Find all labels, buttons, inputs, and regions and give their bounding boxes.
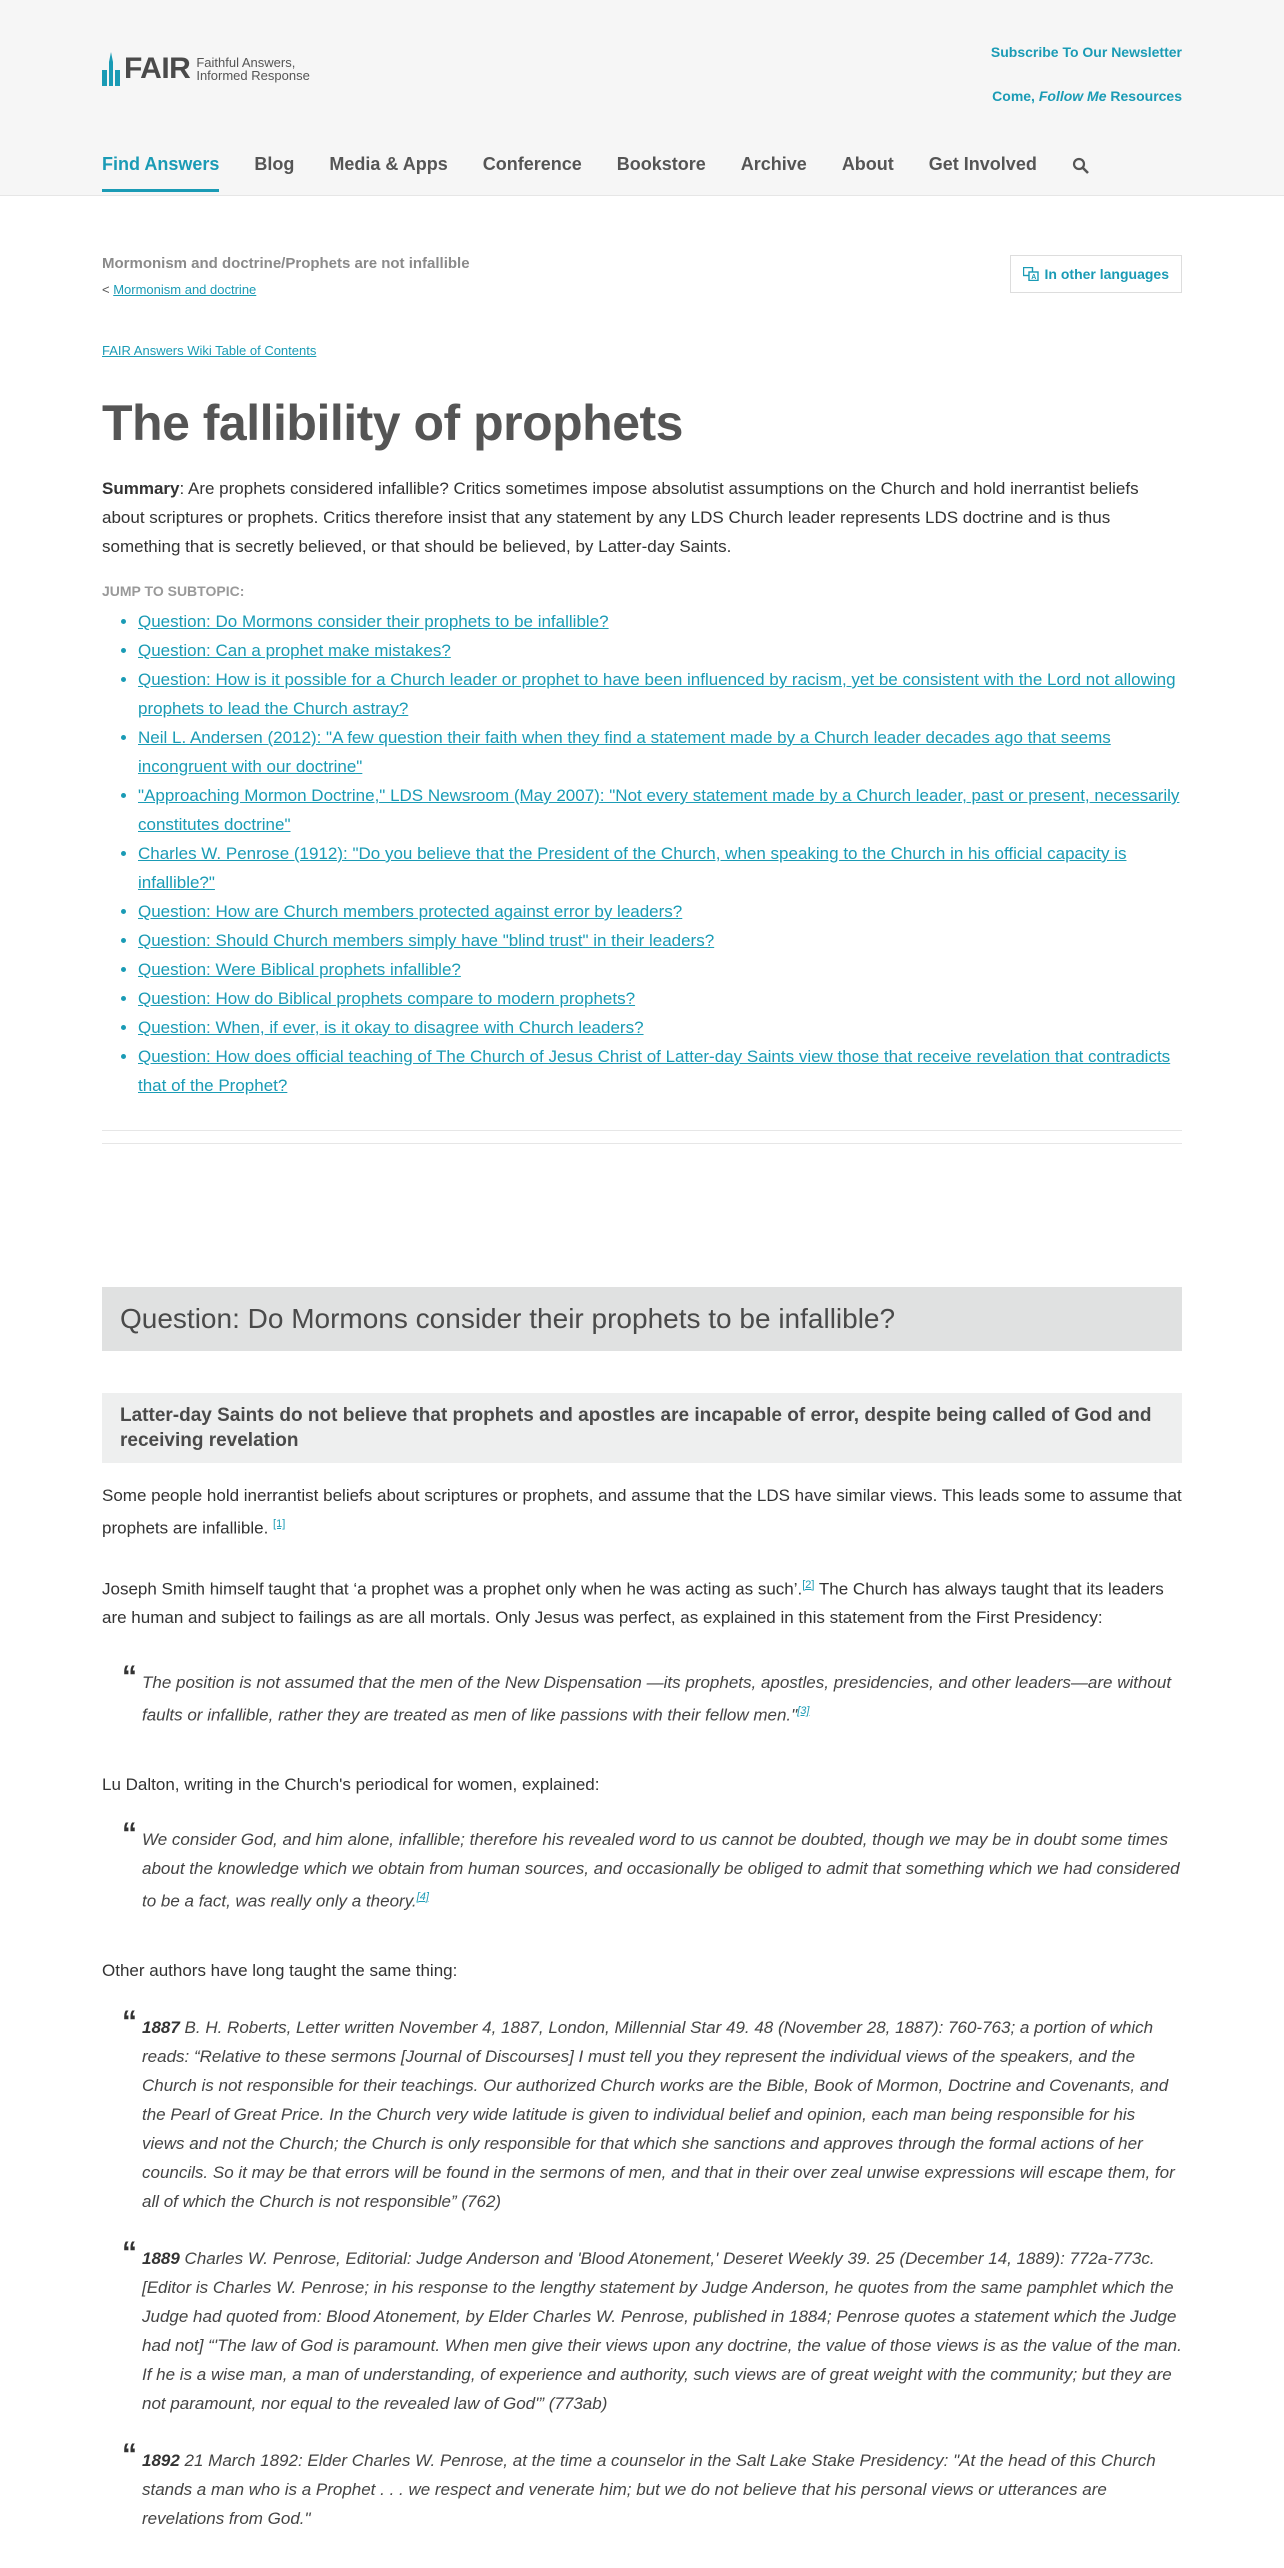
subtopic-link[interactable]: Question: When, if ever, is it okay to disagree with Church leaders?	[138, 1018, 644, 1037]
nav-conference[interactable]: Conference	[482, 154, 582, 174]
blockquote: “ The position is not assumed that the men of the New Dispensation —its prophets, apostles, presidencies, and other leaders—are without faults or infallible, rather they are treated as men of like passions with their fellow men."[3]	[122, 1660, 1172, 1725]
subtopic-link[interactable]: Charles W. Penrose (1912): "Do you believe that the President of the Church, when speaking to the Church in his official capacity is infallible?"	[138, 844, 1127, 892]
footnote-ref[interactable]: [2]	[802, 1578, 815, 1591]
list-item	[138, 723, 1182, 781]
answer-heading: Latter-day Saints do not believe that prophets and apostles are incapable of error, despite being called of God and receiving revelation	[102, 1393, 1182, 1463]
list-item	[138, 636, 1182, 665]
nav-media-apps[interactable]: Media & Apps	[329, 154, 448, 174]
list-item	[138, 665, 1182, 723]
blockquote-1889: “ 1889 Charles W. Penrose, Editorial: Judge Anderson and 'Blood Atonement,' Deseret Weekly 39. 25 (December 14, 1889): 772a-773c. [Editor is Charles W. Penrose; in his response to the lengthy statement by Judge Anderson, he quotes from the same pamphlet which the Judge had quoted from: Blood Atonement, by Elder Charles W. Penrose, published in 1884; Penrose quotes a statement which the Judge had not] “'The law of God is paramount. When men give their views upon any doctrine, the value of those views is as the value of the man. If he is a wise man, a man of understanding, of experience and authority, such views are of great weight with the community; but they are not paramount, nor equal to the revealed law of God'” (773ab)	[122, 2235, 1182, 2413]
subtopic-list	[102, 607, 1182, 1100]
paragraph: Lu Dalton, writing in the Church's periodical for women, explained:	[102, 1774, 600, 1794]
footnote-ref[interactable]: [1]	[273, 1518, 286, 1530]
nav-get-involved[interactable]: Get Involved	[928, 154, 1037, 174]
logo-tagline: Faithful Answers, Informed Response	[196, 55, 310, 83]
breadcrumb-back-link[interactable]: Mormonism and doctrine	[113, 282, 257, 297]
svg-text:A: A	[1030, 274, 1036, 281]
list-item	[138, 984, 1182, 1013]
summary: Summary: Are prophets considered infallible? Critics sometimes impose absolutist assumptions on the Church and hold inerrantist beliefs about scriptures or prophets. Critics therefore insist that any statement by any LDS Church leader represents LDS doctrine and is thus something that is secretly believed, or that should be believed, by Latter-day Saints.	[102, 479, 1139, 556]
subtopic-link[interactable]: Question: How do Biblical prophets compare to modern prophets?	[138, 989, 636, 1008]
main-content	[102, 195, 1182, 2533]
breadcrumb-back: < Mormonism and doctrine	[102, 282, 257, 297]
nav-bookstore[interactable]: Bookstore	[616, 154, 706, 174]
footnote-ref[interactable]: [3]	[797, 1705, 810, 1718]
main-nav	[102, 154, 1090, 192]
blockquote-1892: “ 1892 21 March 1892: Elder Charles W. Penrose, at the time a counselor in the Salt Lake Stake Presidency: "At the head of this Church stands a man who is a Prophet . . . we respect and venerate him; but we do not believe that his personal views or utterances are revelations from God."	[122, 2437, 1156, 2528]
quote-mark-icon: “	[122, 1816, 137, 1850]
subtopic-link[interactable]: Question: Do Mormons consider their prophets to be infallible?	[138, 612, 609, 631]
fair-logo[interactable]	[102, 52, 310, 86]
come-follow-me-link[interactable]: Come, Follow Me Resources	[992, 88, 1182, 104]
other-languages-button[interactable]: A In other languages	[1010, 255, 1182, 293]
newsletter-link[interactable]: Subscribe To Our Newsletter	[990, 44, 1182, 60]
footnote-ref[interactable]: [4]	[416, 1890, 429, 1903]
paragraph: Other authors have long taught the same thing:	[102, 1960, 458, 1980]
subtopic-link[interactable]: Question: Were Biblical prophets infallible?	[138, 960, 461, 979]
subtopic-link[interactable]: Neil L. Andersen (2012): "A few question their faith when they find a statement made by a Church leader decades ago that seems incongruent with our doctrine"	[138, 728, 1111, 776]
subtopic-link[interactable]: Question: How is it possible for a Church leader or prophet to have been influenced by racism, yet be consistent with the Lord not allowing prophets to lead the Church astray?	[138, 670, 1176, 718]
quote-mark-icon: “	[122, 2437, 137, 2471]
list-item	[138, 781, 1182, 839]
nav-blog[interactable]: Blog	[254, 154, 295, 174]
subtopic-link[interactable]: Question: Can a prophet make mistakes?	[138, 641, 451, 660]
subtopic-link[interactable]: Question: Should Church members simply have "blind trust" in their leaders?	[138, 931, 715, 950]
list-item	[138, 955, 1182, 984]
divider	[102, 1143, 1182, 1144]
jump-to-subtopic-label: JUMP TO SUBTOPIC:	[102, 583, 245, 599]
subtopic-link[interactable]: "Approaching Mormon Doctrine," LDS Newsroom (May 2007): "Not every statement made by a Church leader, past or present, necessarily constitutes doctrine"	[138, 786, 1180, 834]
list-item	[138, 607, 1182, 636]
list-item	[138, 1013, 1182, 1042]
page-title: The fallibility of prophets	[102, 395, 683, 451]
divider	[102, 1130, 1182, 1131]
translate-icon	[1023, 267, 1039, 281]
list-item	[138, 1042, 1182, 1100]
breadcrumb: Mormonism and doctrine/Prophets are not infallible	[102, 255, 470, 272]
quote-mark-icon: “	[122, 2004, 137, 2038]
quote-mark-icon: “	[122, 2235, 137, 2269]
nav-about[interactable]: About	[841, 154, 894, 174]
subtopic-link[interactable]: Question: How are Church members protected against error by leaders?	[138, 902, 683, 921]
header-links	[991, 44, 1182, 132]
nav-find-answers[interactable]: Find Answers	[102, 154, 219, 192]
paragraph: Some people hold inerrantist beliefs about scriptures or prophets, and assume that the LDS have similar views. This leads some to assume that prophets are infallible. [1]	[102, 1486, 1182, 1538]
temple-icon	[102, 52, 120, 86]
question-heading: Question: Do Mormons consider their prophets to be infallible?	[102, 1287, 1182, 1351]
logo-wordmark: FAIR	[124, 52, 191, 85]
quote-mark-icon: “	[122, 1660, 137, 1694]
blockquote: “ We consider God, and him alone, infallible; therefore his revealed word to us cannot be doubted, though we may be in doubt some times about the knowledge which we obtain from human sources, and occasionally be obliged to admit that something which we had considered to be a fact, was really only a theory.[4]	[122, 1816, 1180, 1911]
list-item	[138, 926, 1182, 955]
list-item	[138, 897, 1182, 926]
nav-archive[interactable]: Archive	[740, 154, 807, 174]
site-header	[0, 0, 1284, 196]
subtopic-link[interactable]: Question: How does official teaching of The Church of Jesus Christ of Latter-day Saints view those that receive revelation that contradicts that of the Prophet?	[138, 1047, 1171, 1095]
toc-link[interactable]: FAIR Answers Wiki Table of Contents	[102, 343, 317, 358]
blockquote-1887: “ 1887 B. H. Roberts, Letter written November 4, 1887, London, Millennial Star 49. 48 (November 28, 1887): 760-763; a portion of which reads: “Relative to these sermons [Journal of Discourses] I must tell you they represent the individual views of the speakers, and the Church is not responsible for their teachings. Our authorized Church works are the Bible, Book of Mormon, Doctrine and Covenants, and the Pearl of Great Price. In the Church very wide latitude is given to individual belief and opinion, each man being responsible for his views and not the Church; the Church is only responsible for that which she sanctions and approves through the formal actions of her councils. So it may be that errors will be found in the sermons of men, and that in their over zeal unwise expressions will escape them, for all of which the Church is not responsible” (762)	[122, 2004, 1175, 2211]
list-item	[138, 839, 1182, 897]
paragraph: Joseph Smith himself taught that ‘a prophet was a prophet only when he was acting as such’.[2] The Church has always taught that its leaders are human and subject to failings as are all mortals. Only Jesus was perfect, as explained in this statement from the First Presidency:	[102, 1578, 1164, 1628]
search-icon[interactable]	[1072, 157, 1090, 180]
